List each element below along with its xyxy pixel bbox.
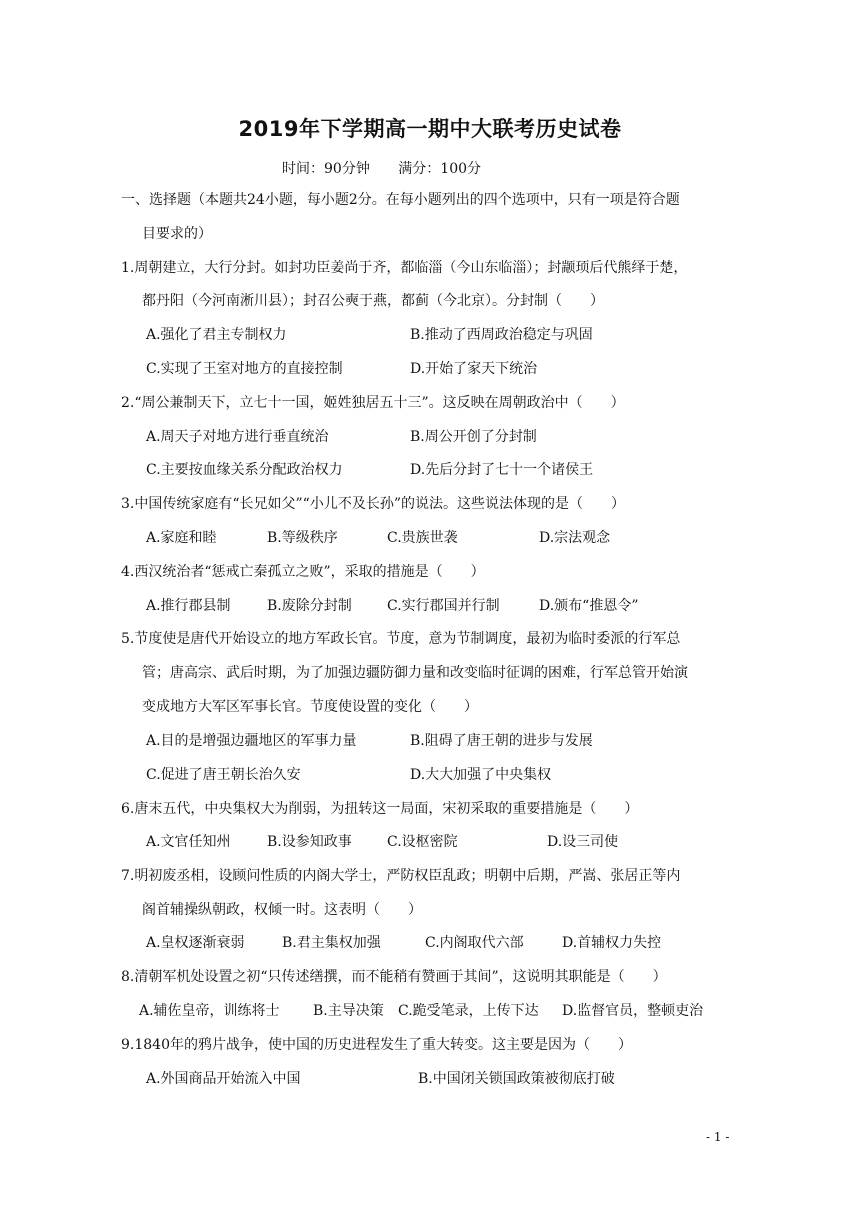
question-5-option-d: D.大大加强了中央集权 <box>410 767 552 783</box>
question-5-stem-cont: 变成地方大军区军事长官。节度使设置的变化（ ） <box>142 699 478 715</box>
question-4-stem: 4.西汉统治者“惩戒亡秦孤立之败”，采取的措施是（ ） <box>121 564 485 580</box>
question-2-option-a: A.周天子对地方进行垂直统治 <box>146 429 329 445</box>
exam-time: 时间：90分钟 <box>282 161 370 177</box>
question-7-option-c: C.内阁取代六部 <box>425 935 524 951</box>
question-2-option-b: B.周公开创了分封制 <box>410 429 537 445</box>
exam-info <box>282 158 505 178</box>
question-8-option-b: B.主导决策 <box>313 1003 384 1019</box>
question-5-option-c: C.促进了唐王朝长治久安 <box>146 767 301 783</box>
question-6-option-a: A.文官任知州 <box>146 834 231 850</box>
question-7-stem-cont: 阁首辅操纵朝政，权倾一时。这表明（ ） <box>142 902 422 918</box>
question-7-option-a: A.皇权逐渐衰弱 <box>146 935 245 951</box>
question-5-option-a: A.目的是增强边疆地区的军事力量 <box>146 733 357 749</box>
section-heading-cont: 目要求的） <box>142 226 212 242</box>
exam-score: 满分：100分 <box>398 161 482 177</box>
question-4-option-d: D.颁布“推恩令” <box>539 598 639 614</box>
question-1-option-b: B.推动了西周政治稳定与巩固 <box>410 327 593 343</box>
question-3-option-d: D.宗法观念 <box>539 530 611 546</box>
question-2-stem: 2.“周公兼制天下，立七十一国，姬姓独居五十三”。这反映在周朝政治中（ ） <box>121 395 625 411</box>
question-8-stem: 8.清朝军机处设置之初“只传述缮撰，而不能稍有赞画于其间”，这说明其职能是（ ） <box>121 969 667 985</box>
question-6-option-c: C.设枢密院 <box>387 834 458 850</box>
question-9-stem: 9.1840年的鸦片战争，使中国的历史进程发生了重大转变。这主要是因为（ ） <box>121 1037 632 1053</box>
question-9-option-a: A.外国商品开始流入中国 <box>146 1071 301 1087</box>
question-4-option-c: C.实行郡国并行制 <box>387 598 500 614</box>
question-5-stem-cont: 管；唐高宗、武后时期，为了加强边疆防御力量和改变临时征调的困难，行军总管开始演 <box>142 665 688 681</box>
question-7-stem: 7.明初废丞相，设顾问性质的内阁大学士，严防权臣乱政；明朝中后期，严嵩、张居正等内 <box>121 868 681 884</box>
question-1-option-c: C.实现了王室对地方的直接控制 <box>146 361 343 377</box>
question-3-option-a: A.家庭和睦 <box>146 530 217 546</box>
question-1-option-d: D.开始了家天下统治 <box>410 361 538 377</box>
question-8-option-a: A.辅佐皇帝，训练将士 <box>139 1003 280 1019</box>
question-1-stem: 1.周朝建立，大行分封。如封功臣姜尚于齐，都临淄（今山东临淄）；封颛顼后代熊绎于楚， <box>121 260 688 276</box>
question-6-stem: 6.唐末五代，中央集权大为削弱，为扭转这一局面，宋初采取的重要措施是（ ） <box>121 801 639 817</box>
section-heading: 一、选择题（本题共24小题，每小题2分。在每小题列出的四个选项中，只有一项是符合题 <box>121 192 680 208</box>
question-9-option-b: B.中国闭关锁国政策被彻底打破 <box>418 1071 615 1087</box>
question-2-option-c: C.主要按血缘关系分配政治权力 <box>146 462 343 478</box>
question-8-option-c: C.跪受笔录，上传下达 <box>398 1003 539 1019</box>
question-1-stem-cont: 都丹阳（今河南淅川县）；封召公奭于燕，都蓟（今北京）。分封制（ ） <box>142 293 604 309</box>
question-3-stem: 3.中国传统家庭有“长兄如父”“小儿不及长孙”的说法。这些说法体现的是（ ） <box>121 496 625 512</box>
question-7-option-b: B.君主集权加强 <box>282 935 381 951</box>
question-1-option-a: A.强化了君主专制权力 <box>146 327 287 343</box>
question-3-option-c: C.贵族世袭 <box>387 530 458 546</box>
question-2-option-d: D.先后分封了七十一个诸侯王 <box>410 462 594 478</box>
question-5-option-b: B.阻碍了唐王朝的进步与发展 <box>410 733 593 749</box>
question-5-stem: 5.节度使是唐代开始设立的地方军政长官。节度，意为节制调度，最初为临时委派的行军总 <box>121 631 681 647</box>
question-8-option-d: D.监督官员，整顿吏治 <box>562 1003 704 1019</box>
question-6-option-d: D.设三司使 <box>547 834 619 850</box>
question-3-option-b: B.等级秩序 <box>267 530 338 546</box>
question-4-option-b: B.废除分封制 <box>267 598 352 614</box>
page-number: - 1 - <box>706 1130 730 1144</box>
question-6-option-b: B.设参知政事 <box>267 834 352 850</box>
question-4-option-a: A.推行郡县制 <box>146 598 231 614</box>
question-7-option-d: D.首辅权力失控 <box>562 935 662 951</box>
page-title: 2019年下学期高一期中大联考历史试卷 <box>238 117 622 141</box>
